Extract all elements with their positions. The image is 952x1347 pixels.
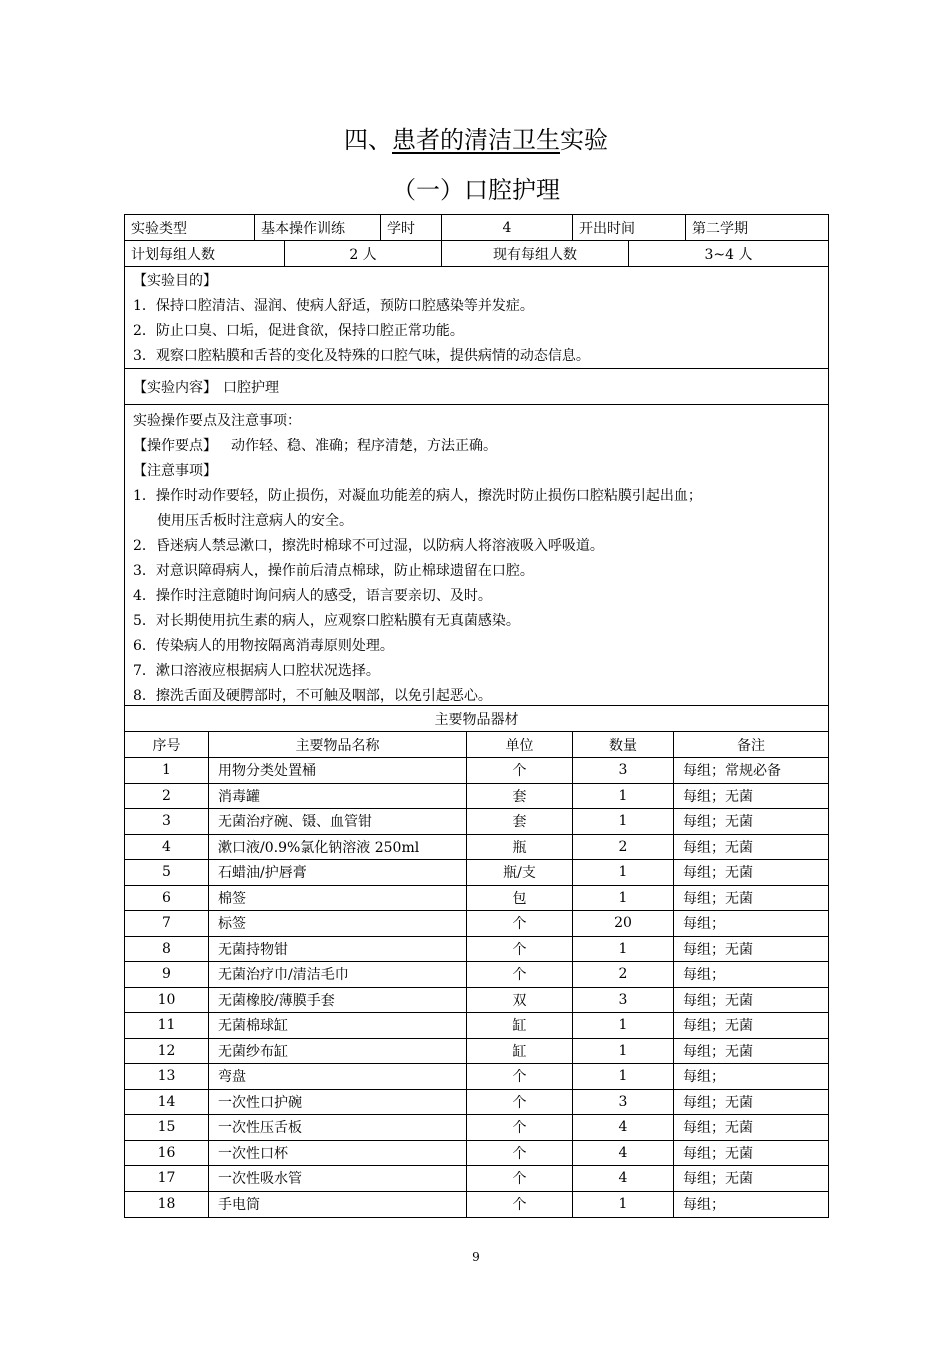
- caution-heading: 【注意事项】: [133, 463, 217, 479]
- cell-name: 无菌治疗巾/清洁毛巾: [209, 962, 467, 987]
- cell-qty: 3: [573, 1090, 674, 1115]
- plan-value: 2 人: [285, 241, 442, 266]
- title-suffix: 实验: [560, 126, 608, 154]
- table-row: [125, 1166, 828, 1192]
- start-value: 第二学期: [692, 220, 748, 237]
- cell-name: 一次性口杯: [209, 1141, 467, 1166]
- cell-name: 用物分类处置桶: [209, 758, 467, 783]
- cell-unit: 个: [467, 1115, 573, 1140]
- cell-qty: 2: [573, 835, 674, 860]
- cell-unit: 双: [467, 988, 573, 1013]
- cell-no: 13: [125, 1064, 209, 1089]
- page-number: 9: [472, 1250, 480, 1264]
- cell-unit: 套: [467, 809, 573, 834]
- type-value: 基本操作训练: [255, 215, 381, 240]
- cell-name: 手电筒: [209, 1192, 467, 1218]
- cell-name: 石蜡油/护唇膏: [209, 860, 467, 885]
- cell-no: 6: [125, 886, 209, 911]
- cell-no: 2: [125, 784, 209, 809]
- caution-item: 7．漱口溶液应根据病人口腔状况选择。: [133, 663, 380, 679]
- cell-remark: 每组；无菌: [683, 865, 753, 882]
- caution-item: 4．操作时注意随时询问病人的感受，语言要亲切、及时。: [133, 588, 492, 604]
- caution-item: 8．擦洗舌面及硬腭部时，不可触及咽部，以免引起恶心。: [133, 688, 492, 704]
- key-points: [133, 434, 820, 459]
- cell-remark: 每组；常规必备: [683, 763, 781, 780]
- cell-remark: 每组；无菌: [683, 1094, 753, 1111]
- materials-body: [125, 758, 828, 1217]
- hours-value: 4: [442, 215, 573, 240]
- section-subtitle: （一）口腔护理: [392, 176, 560, 204]
- cell-remark: 每组；: [683, 916, 725, 933]
- table-row: [125, 1039, 828, 1065]
- caution-item: 2．昏迷病人禁忌漱口，擦洗时棉球不可过湿，以防病人将溶液吸入呼吸道。: [133, 538, 604, 554]
- cell-qty: 1: [573, 937, 674, 962]
- cell-unit: 个: [467, 1141, 573, 1166]
- cell-no: 12: [125, 1039, 209, 1064]
- cell-unit: 个: [467, 911, 573, 936]
- type-label: 实验类型: [125, 215, 255, 240]
- cell-remark: 每组；: [683, 1197, 725, 1214]
- title-prefix: 四、: [344, 126, 392, 154]
- caution-item-cont: 使用压舌板时注意病人的安全。: [157, 513, 353, 529]
- caution-item: 1．操作时动作要轻，防止损伤，对凝血功能差的病人，擦洗时防止损伤口腔粘膜引起出血；: [133, 488, 702, 504]
- cell-name: 一次性吸水管: [209, 1166, 467, 1191]
- cell-qty: 1: [573, 1013, 674, 1038]
- materials-header-row: [125, 732, 828, 758]
- cell-no: 4: [125, 835, 209, 860]
- cell-no: 15: [125, 1115, 209, 1140]
- key-heading: 【操作要点】: [133, 438, 217, 454]
- cell-name: 一次性口护碗: [209, 1090, 467, 1115]
- table-row: [125, 911, 828, 937]
- table-row: [125, 1013, 828, 1039]
- cell-name: 棉签: [209, 886, 467, 911]
- cell-qty: 2: [573, 962, 674, 987]
- cell-qty: 1: [573, 886, 674, 911]
- cell-name: 漱口液/0.9%氯化钠溶液 250ml: [209, 835, 467, 860]
- cell-remark: 每组；无菌: [683, 890, 753, 907]
- cell-qty: 4: [573, 1141, 674, 1166]
- cell-qty: 1: [573, 809, 674, 834]
- cell-unit: 个: [467, 1192, 573, 1218]
- cell-unit: 瓶/支: [467, 860, 573, 885]
- purpose-section: [125, 267, 828, 369]
- hours-label: 学时: [381, 215, 442, 240]
- cell-qty: 3: [573, 988, 674, 1013]
- cell-remark: 每组；无菌: [683, 839, 753, 856]
- cell-unit: 瓶: [467, 835, 573, 860]
- table-row: [125, 937, 828, 963]
- table-row: [125, 784, 828, 810]
- notes-section: [125, 405, 828, 706]
- info-row-2: [125, 241, 828, 267]
- cell-qty: 20: [573, 911, 674, 936]
- table-row: [125, 809, 828, 835]
- cell-no: 3: [125, 809, 209, 834]
- materials-heading: 主要物品器材: [434, 711, 519, 728]
- col-header-name: 主要物品名称: [209, 732, 467, 757]
- table-row: [125, 988, 828, 1014]
- cell-no: 9: [125, 962, 209, 987]
- cell-unit: 个: [467, 1166, 573, 1191]
- cell-unit: 缸: [467, 1013, 573, 1038]
- cell-no: 10: [125, 988, 209, 1013]
- table-row: [125, 758, 828, 784]
- cell-no: 1: [125, 758, 209, 783]
- cell-unit: 缸: [467, 1039, 573, 1064]
- cell-unit: 套: [467, 784, 573, 809]
- cell-name: 消毒罐: [209, 784, 467, 809]
- title-underlined: 患者的清洁卫生: [392, 126, 560, 154]
- cell-qty: 1: [573, 1192, 674, 1218]
- caution-item: 5．对长期使用抗生素的病人，应观察口腔粘膜有无真菌感染。: [133, 613, 520, 629]
- cell-remark: 每组；无菌: [683, 1145, 753, 1162]
- cell-qty: 1: [573, 860, 674, 885]
- table-row: [125, 1090, 828, 1116]
- cell-unit: 个: [467, 937, 573, 962]
- experiment-sheet: [124, 214, 829, 1218]
- cell-remark: 每组；无菌: [683, 1171, 753, 1188]
- cell-unit: 个: [467, 962, 573, 987]
- current-value: 3~4 人: [704, 246, 753, 263]
- cell-qty: 1: [573, 1039, 674, 1064]
- col-header-no: 序号: [125, 732, 209, 757]
- page-title: [0, 122, 952, 158]
- caution-item: 6．传染病人的用物按隔离消毒原则处理。: [133, 638, 394, 654]
- cell-remark: 每组；无菌: [683, 788, 753, 805]
- cell-qty: 3: [573, 758, 674, 783]
- purpose-item: 3．观察口腔粘膜和舌苔的变化及特殊的口腔气味，提供病情的动态信息。: [133, 348, 590, 364]
- cell-no: 7: [125, 911, 209, 936]
- caution-item: 3．对意识障碍病人，操作前后清点棉球，防止棉球遗留在口腔。: [133, 563, 534, 579]
- purpose-item: 1．保持口腔清洁、湿润、使病人舒适，预防口腔感染等并发症。: [133, 298, 534, 314]
- cell-remark: 每组；: [683, 1069, 725, 1086]
- cell-no: 16: [125, 1141, 209, 1166]
- cell-name: 标签: [209, 911, 467, 936]
- purpose-heading: 【实验目的】: [133, 273, 217, 289]
- key-text: 动作轻、稳、准确；程序清楚，方法正确。: [231, 438, 497, 454]
- table-row: [125, 1192, 828, 1218]
- cell-remark: 每组；无菌: [683, 941, 753, 958]
- cell-remark: 每组；无菌: [683, 1018, 753, 1035]
- cell-remark: 每组；无菌: [683, 814, 753, 831]
- cell-qty: 1: [573, 784, 674, 809]
- purpose-item: 2．防止口臭、口垢，促进食欲，保持口腔正常功能。: [133, 323, 464, 339]
- cell-qty: 4: [573, 1115, 674, 1140]
- cell-name: 无菌持物钳: [209, 937, 467, 962]
- cell-no: 5: [125, 860, 209, 885]
- cell-unit: 包: [467, 886, 573, 911]
- col-header-qty: 数量: [573, 732, 674, 757]
- current-label: 现有每组人数: [442, 241, 629, 266]
- cell-name: 无菌治疗碗、镊、血管钳: [209, 809, 467, 834]
- cell-name: 弯盘: [209, 1064, 467, 1089]
- cell-remark: 每组；无菌: [683, 992, 753, 1009]
- content-heading: 【实验内容】: [133, 379, 217, 396]
- notes-intro: 实验操作要点及注意事项：: [133, 413, 301, 429]
- cell-name: 一次性压舌板: [209, 1115, 467, 1140]
- cell-qty: 4: [573, 1166, 674, 1191]
- table-row: [125, 1141, 828, 1167]
- col-header-unit: 单位: [467, 732, 573, 757]
- cell-no: 18: [125, 1192, 209, 1218]
- cell-name: 无菌纱布缸: [209, 1039, 467, 1064]
- cell-unit: 个: [467, 1064, 573, 1089]
- materials-heading-row: [125, 706, 828, 732]
- cell-name: 无菌橡胶/薄膜手套: [209, 988, 467, 1013]
- cell-remark: 每组；: [683, 967, 725, 984]
- table-row: [125, 835, 828, 861]
- content-text: 口腔护理: [223, 379, 279, 396]
- table-row: [125, 1064, 828, 1090]
- cell-remark: 每组；无菌: [683, 1120, 753, 1137]
- cell-no: 11: [125, 1013, 209, 1038]
- table-row: [125, 886, 828, 912]
- cell-no: 14: [125, 1090, 209, 1115]
- cell-no: 17: [125, 1166, 209, 1191]
- info-row-1: [125, 215, 828, 241]
- content-section: [125, 369, 828, 405]
- plan-label: 计划每组人数: [125, 241, 285, 266]
- cell-no: 8: [125, 937, 209, 962]
- col-header-remark: 备注: [737, 737, 765, 754]
- start-label: 开出时间: [573, 215, 686, 240]
- cell-unit: 个: [467, 758, 573, 783]
- cell-name: 无菌棉球缸: [209, 1013, 467, 1038]
- cell-qty: 1: [573, 1064, 674, 1089]
- cell-remark: 每组；无菌: [683, 1043, 753, 1060]
- table-row: [125, 962, 828, 988]
- table-row: [125, 860, 828, 886]
- table-row: [125, 1115, 828, 1141]
- cell-unit: 个: [467, 1090, 573, 1115]
